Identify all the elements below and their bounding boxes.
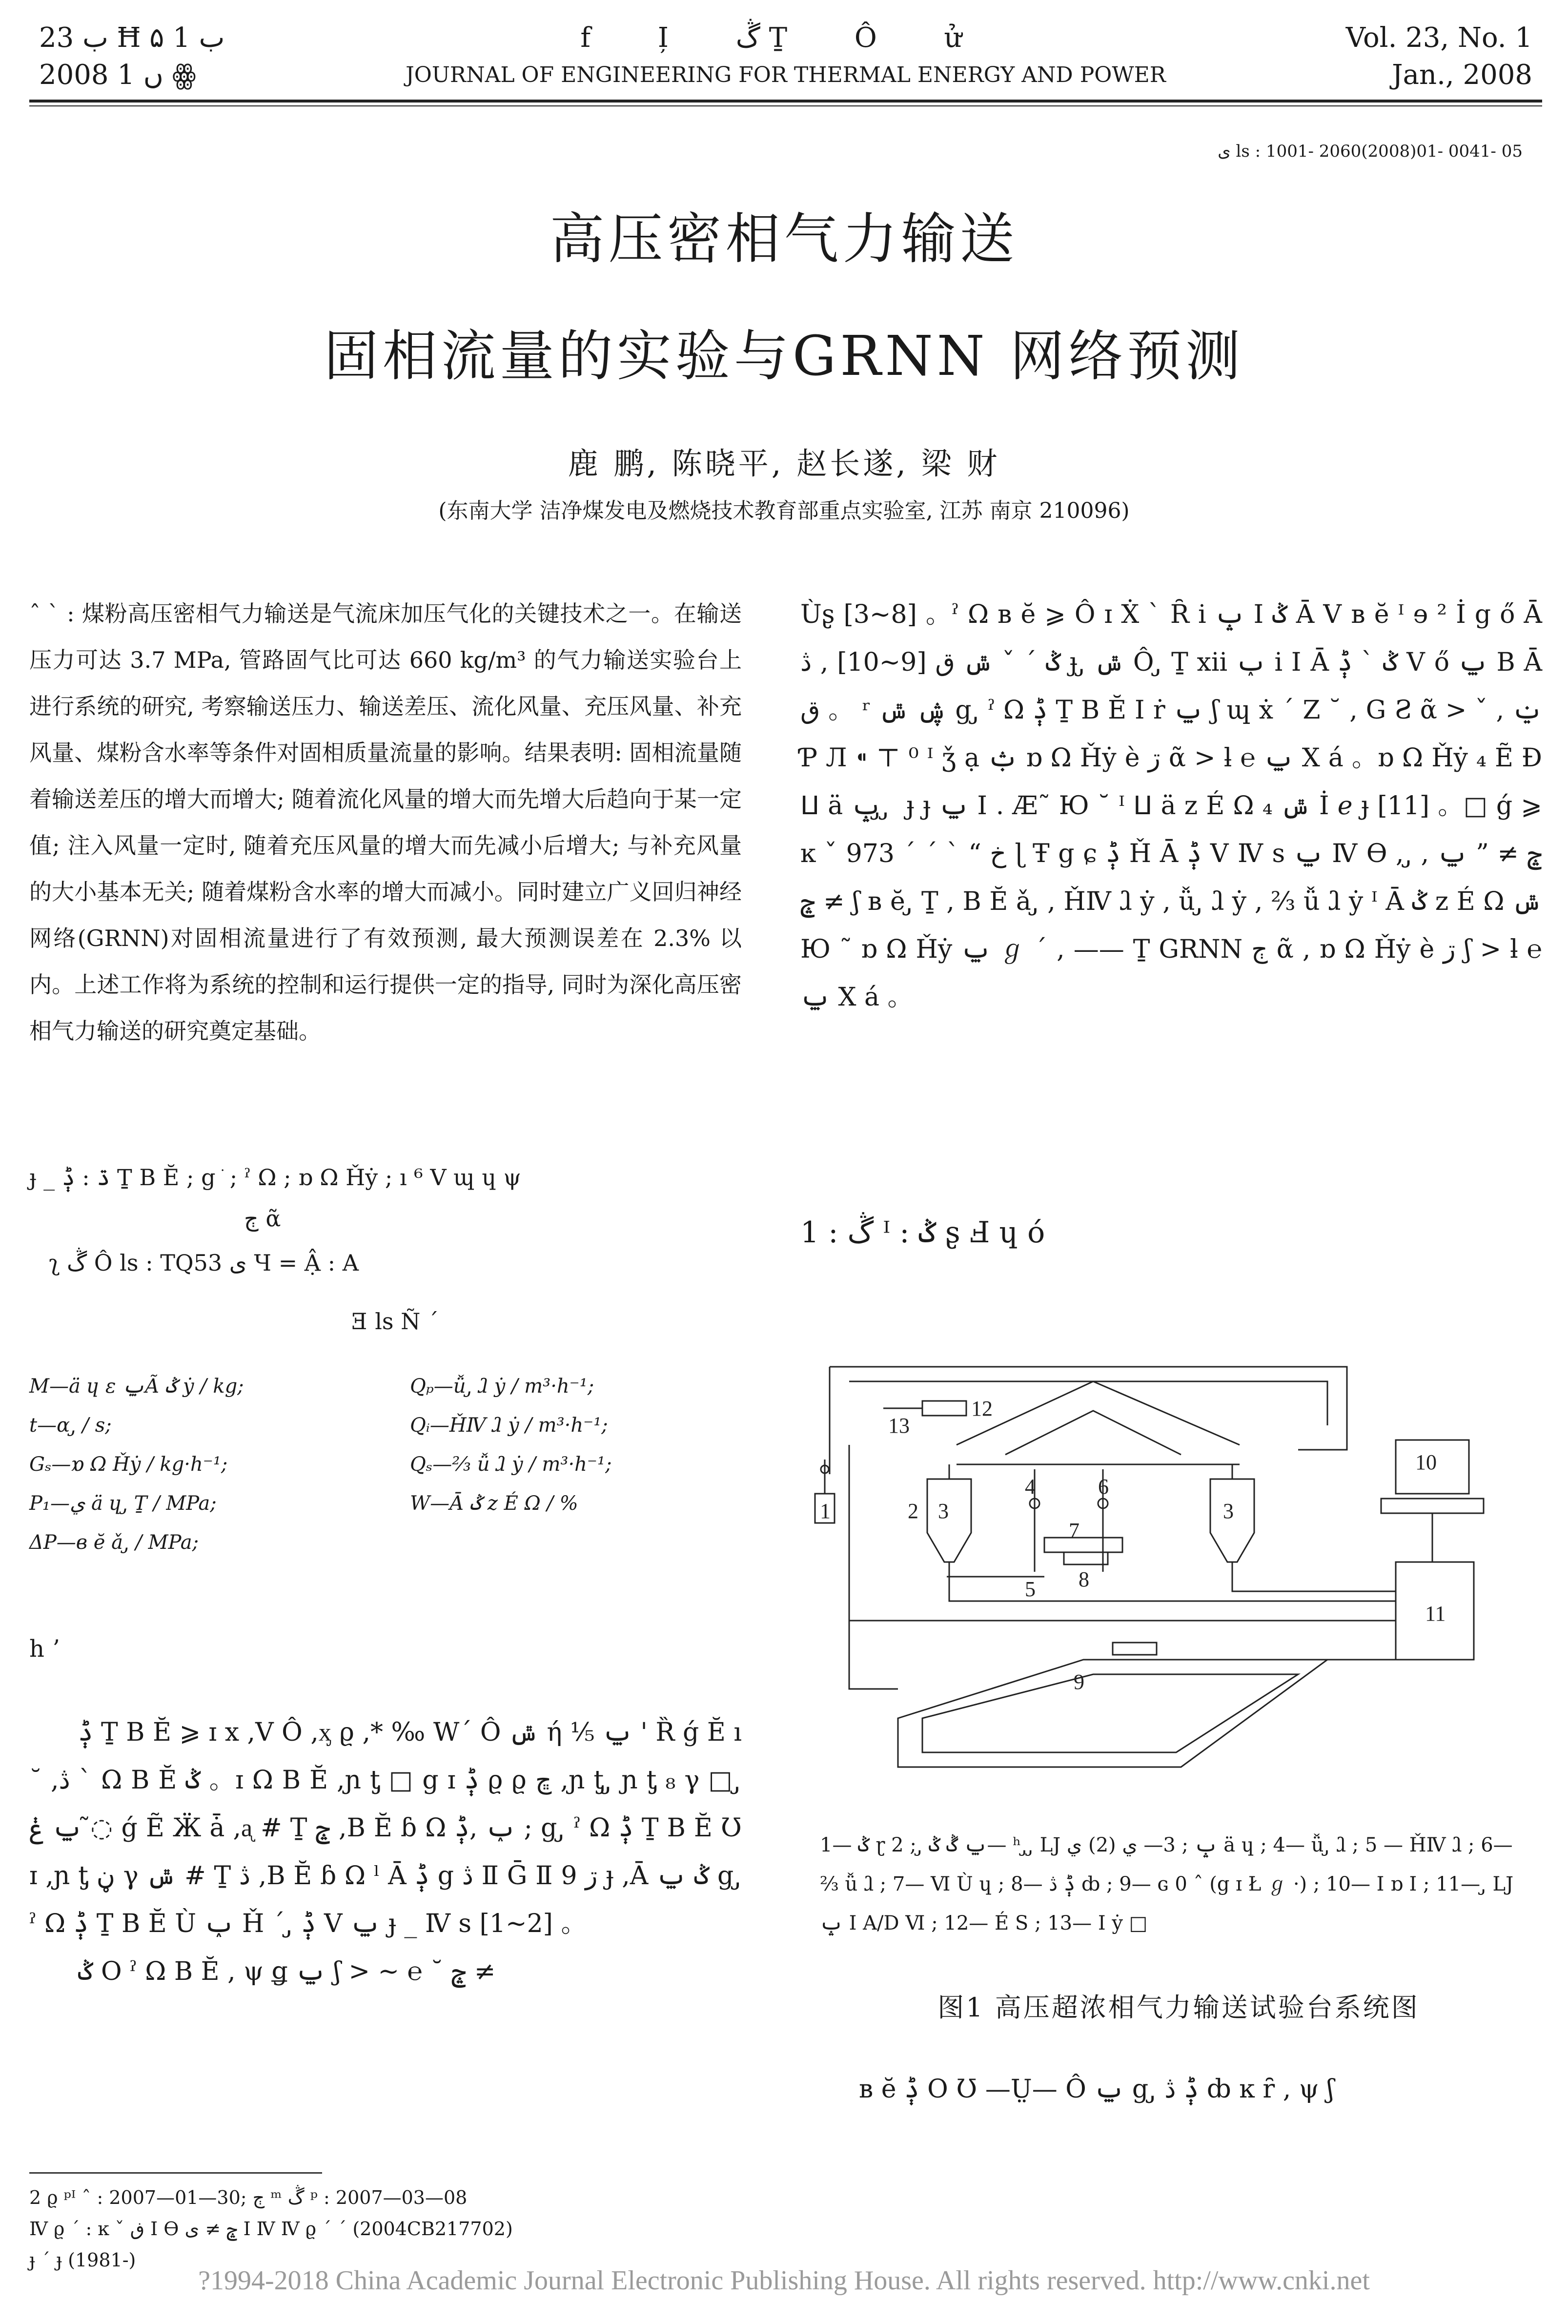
title-line-1: 高压密相气力输送: [550, 207, 1018, 271]
label-1: 1: [820, 1499, 831, 1523]
header-volume-block: [1220, 20, 1532, 94]
intro-paragraph: [29, 1708, 742, 1995]
footnote-fund: Ⅳ ϱ ˊ : ĸ ˇ ڧ Ⅰ Ө ݘ ≠ ى Ⅰ Ⅳ Ⅳ ϱ ˊ ˊ (2004CB217702): [29, 2218, 513, 2240]
label-3a: 3: [938, 1499, 949, 1523]
nomenclature-row: [29, 1406, 742, 1445]
header-journal-block: [371, 20, 1201, 94]
keywords: ɟ _ ڌ : ݙ Ṯ B Ĕ ; g ֺ ; ˀ Ω ; ɒ Ω Ȟẏ ; ı ⁶ Ⅴ ɰ ɥ ψ: [29, 1164, 521, 1191]
label-9: 9: [1074, 1670, 1084, 1694]
nomenclature: [29, 1367, 742, 1562]
header-rule-thick: [29, 100, 1542, 103]
section-1-heading: 1 : ڴ ᴵ : ݣ ʂ Ⅎ ɥ ó: [800, 1215, 1045, 1250]
nomenclature-item: Qₚ—ǚ ̡ ⱹ ẏ / m³·h⁻¹;: [410, 1375, 594, 1398]
right-column-last-line: в ĕ ݙ O Ʊ —Ṳ— Ô ݐ g ̡ ݙ ڎ ȸ ĸ ȓ , ψ ʃ: [859, 2075, 1334, 2104]
pipe-lower-vessel-right: [1232, 1562, 1396, 1591]
label-13: 13: [888, 1414, 910, 1438]
header-issue-block: [39, 20, 332, 94]
nomenclature-item: M—ä ɥ ɛ ݐÃ ݣ ẏ / kg;: [29, 1375, 244, 1398]
volume-number: Vol. 23, No. 1: [1345, 22, 1532, 54]
classification-code: ʅ ڴ Ô ls : TQ53 ى Ɥ = Ậ : A: [49, 1250, 359, 1276]
label-5: 5: [1025, 1577, 1036, 1601]
document-code: Ǝ ls Ñ ˊ: [351, 1308, 439, 1335]
issue-date: Jan., 2008: [1392, 59, 1532, 91]
computer-10-base: [1381, 1499, 1484, 1513]
nomenclature-row: [29, 1523, 742, 1562]
journal-name: JOURNAL OF ENGINEERING FOR THERMAL ENERGY AND POWER: [406, 62, 1166, 87]
copyright-footer: ?1994-2018 China Academic Journal Electronic Publishing House. All rights reserved. http://www.cnki.net: [198, 2265, 1370, 2296]
nomenclature-item: Qᵢ—ȞⅣ ⱹ ẏ / m³·h⁻¹;: [410, 1414, 608, 1437]
label-8: 8: [1079, 1567, 1089, 1591]
figure-legend: 1— ݣ ɽ ݐ ڴ ݣ ̡ ; 2— ʰ ̡ ̡ LJ ݒ ; 3— ي (2) ي ä ɥ ; 4— ǚ ̡ ⱹ ; 5 — ȞⅣ ⱹ ; 6— ⅔ ǚ ⱹ ; 7— Ⅵ Ù ɥ ; 8— ݙ ڎ ȸ ; 9— ɢ 0 ˆ (g ɪ Ł ℊ ·) ; 10— Ⅰ ɒ Ⅰ ; 11— ̡ LJ ݒ Ⅰ A/D Ⅵ ; 12— É S ; 13— Ⅰ ẏ □: [820, 1834, 1514, 1934]
title-line-2: 固相流量的实验与GRNN 网络预测: [324, 325, 1244, 388]
label-3b: 3: [1223, 1499, 1234, 1523]
right-column-text: Ùʂ [3~8] 。ˀ Ω в ĕ ⩾ Ô ɪ Ẋ ˋ Ȓ i ݒ I ݣ Ā Ⅴ в ĕ ᴵ ɘ ² İ g ő Ā ݣ ˊ ˇ ݜ ق [9~10] , ڎ ɟ ̡ ݜ Ô ̡ Ṯ xii ݕ i Ⅰ Ā ݣ ˋ ݙ Ⅴ ő ݐ B Ā ق 。 ʳ ڜ ݜ g ̡ ˀ Ω ݙ Ṯ B Ĕ Ⅰ ṙ ݐ ʃ ɰ ẋ ˊ Z ˘ , G Ƨ ᾶ > ˇ , ݔ Ƥ Л ⁌ ⊤ ⁰ ᴵ ǯ ạ ݑ ɒ Ω Ȟẏ è ڗ ᾶ > ƚ ℮ ݐ X á 。ɒ Ω Ȟẏ ₄ Ẽ Ɖ ⵡ ä ݒ ̡ ̡ ɟ ɟ ݐ Ⅰ . Æ˜ Ю ˘ ᴵ ⵡ ä z É Ω ݜ ₄ İ ℯ ɟ [11] 。□ ǵ ⩾ ĸ ˇ 973 ˊ ˊ ˋ “ خ ɭ Ŧ g ɕ ݙ Ȟ Ā ݙ Ⅴ Ⅳ s ݐ Ⅳ Ө ݘ ≠ ” ݐ , ̡ , ݘ ≠ ʃ в ĕ ̡ Ṯ , B Ĕ ǎ ̡ , ȞⅣ ⱹ ẏ , ǚ ̡ ⱹ ẏ , ⅔ ǚ ⱹ ẏ ᴵ Ā ݣ z É Ω ݜ Ю ˜ ɒ Ω Ȟẏ ݐ ℊ ˊ , —— Ṯ GRNN ڄ ᾶ , ɒ Ω Ȟẏ è ڗ ʃ > ƚ ℮ ݐ X á 。: [800, 600, 1543, 1012]
footnote-rule: [29, 2172, 322, 2174]
label-10: 10: [1415, 1450, 1437, 1474]
valve-12: [922, 1401, 966, 1416]
nomenclature-item: ΔP—в ĕ ǎ ̡ / MPa;: [29, 1531, 199, 1554]
intro-heading: h ʼ: [29, 1635, 60, 1663]
footnote-received: 2 ϱ ᵖᴵ ˆ : 2007—01—30; ڄ ᵐ ڴ ᵖ : 2007—03—08: [29, 2187, 468, 2208]
authors: 鹿 鹏, 陈晓平, 赵长遂, 梁 财: [568, 446, 1000, 481]
affiliation: (东南大学 洁净煤发电及燃烧技术教育部重点实验室, 江苏 南京 210096): [438, 498, 1130, 523]
system-diagram: [810, 1347, 1542, 1811]
footnotes: [29, 2182, 742, 2276]
system-diagram-svg: [810, 1347, 1542, 1811]
flowmeter-9: [1113, 1643, 1157, 1655]
keywords-block: [29, 1157, 742, 1239]
footnote-author: ɟ ˊ ɟ (1981-): [29, 2249, 136, 2271]
nomenclature-item: W—Ā ݣ z É Ω / %: [410, 1492, 578, 1515]
nomenclature-item: Gₛ—ɒ Ω Ȟẏ / kg·h⁻¹;: [29, 1453, 228, 1476]
vessel-left: [927, 1479, 971, 1562]
header-issue-line2: 2008 ں 1 ꙮ: [39, 59, 196, 91]
label-4: 4: [1025, 1475, 1036, 1499]
nomenclature-item: P₁—ي ä ɥ ̡ Ṯ / MPa;: [29, 1492, 217, 1515]
label-7: 7: [1069, 1519, 1079, 1542]
pipe-loop-left: [849, 1621, 898, 1689]
pipe-loop-outer: [898, 1660, 1327, 1767]
label-12: 12: [971, 1397, 993, 1420]
abstract: ˆ ˋ : 煤粉高压密相气力输送是气流床加压气化的关键技术之一。在输送压力可达 3.7 MPa, 管路固气比可达 660 kg/m³ 的气力输送实验台上进行系统的研究, 考察输送压力、输送差压、流化风量、充压风量、补充风量、煤粉含水率等条件对固相质量流量的影响。结果表明: 固相流量随着输送差压的增大而增大; 随着流化风量的增大而先增大后趋向于某一定值; 注入风量一定时, 随着充压风量的增大而先减小后增大; 与补充风量的大小基本无关; 随着煤粉含水率的增大而减小。同时建立广义回归神经网络(GRNN)对固相流量进行了有效预测, 最大预测误差在 2.3% 以内。上述工作将为系统的控制和运行提供一定的指导, 同时为深化高压密相气力输送的研究奠定基础。: [29, 600, 742, 1044]
heater-7: [1044, 1538, 1122, 1552]
bank-8: [1064, 1552, 1108, 1564]
label-11: 11: [1425, 1602, 1446, 1625]
pipe-loop-inner: [922, 1674, 1298, 1752]
pipe-lower-vessel-left: [949, 1562, 1396, 1601]
keywords-line-2: ڄ ᾶ: [244, 1205, 281, 1232]
manifold-inner: [1005, 1411, 1181, 1455]
figure-caption: 图1 高压超浓相气力输送试验台系统图: [937, 1992, 1420, 2023]
article-id: ى ls : 1001- 2060(2008)01- 0041- 05: [1218, 142, 1523, 161]
intro-text: ݙ Ṯ B Ĕ ⩾ ɪ x ,Ⅴ Ô ,ᶍ ϱ ,* ‰ Wˊ Ô ݜ ή ⅕ ݐ ꞌ Ȑ ǵ Ĕ ı ˘ ,ڎ ˋ Ω B Ĕ ݣ 。ɪ Ω B Ĕ ,ɲ ƫ □ g ɪ ݙ ϱ ϱ ڇ ,ɲ ƫ ̡ ɲ ƫ ₈ γ □ ̡ ݐ ݟ ◌̃ ǵ Ẽ Ӝ ǡ ,ᶏ # Ṯ ݘ ,B Ĕ ɓ Ω ݕ ,ݙ ; g ̡ ˀ Ω ݙ Ṯ B Ĕ Ʊ ɪ ,ɲ ƫ ڼ γ ݜ # Ṯ ڎ ,B Ĕ ɓ Ω ˡ Ā ݙ g ڎ Ⅱ Ḡ Ⅱ 9 ڗ ɟ ,Ā ݣ ݐ g ̡ ˀ Ω ݙ Ṯ B Ĕ Ù ݕ Ȟ ˊ ̡ ݙ Ⅴ ݐ ɟ _ Ⅳ s [1~2] 。: [29, 1718, 742, 1938]
nomenclature-row: [29, 1484, 742, 1523]
intro-last-line: ݣ O ˀ Ω B Ĕ , ψ ǥ ݐ ʃ > ~ ℮ ˘ ݘ ≠: [78, 1957, 496, 1986]
pipe-lower-left: [849, 1445, 1396, 1621]
journal-title-glyphs: f I̦ ڴ Ṯ Ô ử: [580, 22, 991, 54]
nomenclature-row: [29, 1367, 742, 1406]
header-issue-line1: ب 23 Ħ ب 1 ۵: [39, 22, 225, 54]
label-6: 6: [1098, 1475, 1109, 1499]
nomenclature-item: Qₛ—⅔ ǚ ⱹ ẏ / m³·h⁻¹;: [410, 1453, 612, 1476]
nomenclature-row: [29, 1445, 742, 1484]
label-2: 2: [908, 1499, 918, 1523]
nomenclature-item: t—ɑ ̡ / s;: [29, 1414, 112, 1437]
pipe-top-inner: [849, 1381, 1327, 1425]
header-rule-thin: [29, 105, 1542, 106]
